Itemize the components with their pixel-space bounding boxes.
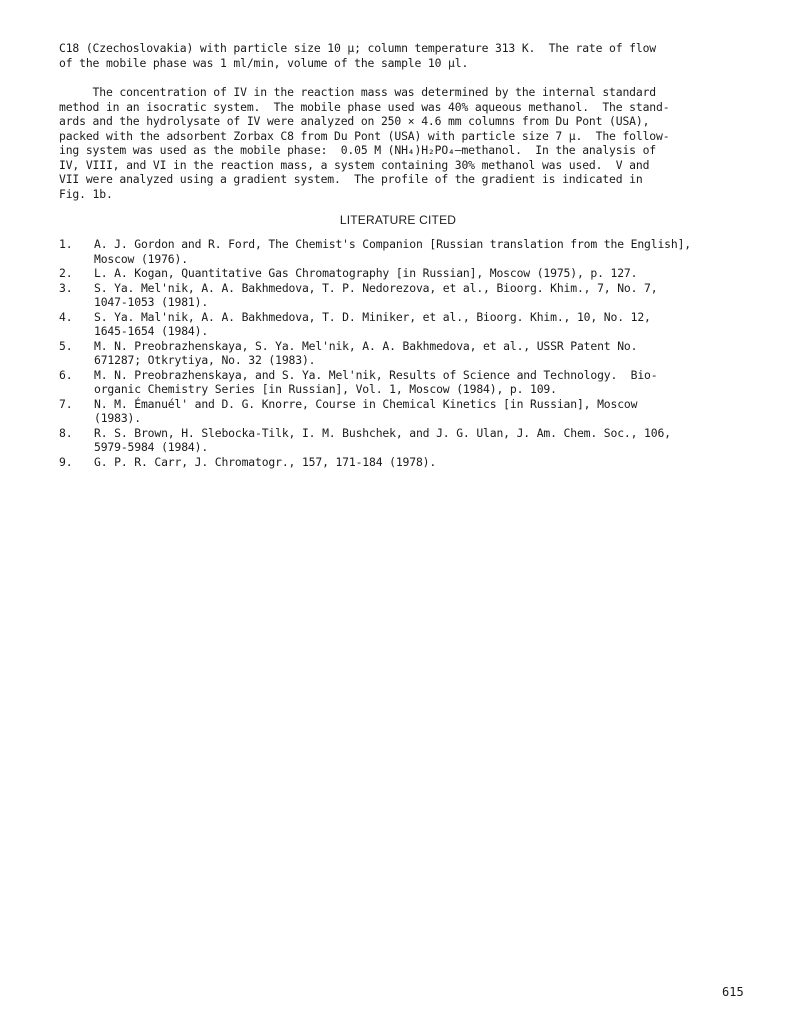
reference-text: M. N. Preobrazhenskaya, and S. Ya. Mel'nik, Results of Science and Technology. Bio- organic Chemistry Series [in Russian], Vol. 1, Moscow (1984), p. 109. (94, 367, 658, 396)
reference-item (59, 397, 759, 426)
literature-cited-heading: LITERATURE CITED (339, 213, 457, 227)
reference-number: 7. (59, 396, 73, 411)
reference-item (59, 339, 759, 368)
reference-item (59, 237, 759, 266)
reference-number: 5. (59, 338, 73, 353)
reference-number: 1. (59, 237, 73, 251)
reference-number: 2. (59, 266, 73, 280)
reference-number: 8. (59, 425, 73, 440)
reference-text: R. S. Brown, H. Slebocka-Tilk, I. M. Bushchek, and J. G. Ulan, J. Am. Chem. Soc., 106, 5979-5984 (1984). (94, 425, 671, 454)
reference-number: 4. (59, 309, 73, 324)
reference-text: S. Ya. Mel'nik, A. A. Bakhmedova, T. P. Nedorezova, et al., Bioorg. Khim., 7, No. 7, 1047-1053 (1981). (94, 280, 658, 309)
page-number: 615 (722, 985, 744, 999)
body-paragraph: The concentration of IV in the reaction mass was determined by the internal standard method in an isocratic system. The mobile phase used was 40% aqueous methanol. The stand- ards and the hydrolysate of IV were analyzed on 250 × 4.6 mm columns from Du Pont (USA), packed with the adsorbent Zorbax C8 from Du Pont (USA) with particle size 7 μ. The follow- ing system was used as the mobile phase: 0.05 M (NH₄)H₂PO₄–methanol. In the analysis of IV, VIII, and VI in the reaction mass, a system containing 30% methanol was used. V and VII were analyzed using a gradient system. The profile of the gradient is indicated in Fig. 1b. (59, 85, 670, 201)
reference-text: G. P. R. Carr, J. Chromatogr., 157, 171-184 (1978). (94, 454, 437, 469)
reference-item (59, 310, 759, 339)
reference-text: L. A. Kogan, Quantitative Gas Chromatography [in Russian], Moscow (1975), p. 127. (94, 266, 638, 280)
reference-text: S. Ya. Mal'nik, A. A. Bakhmedova, T. D. Miniker, et al., Bioorg. Khim., 10, No. 12, 1645-1654 (1984). (94, 309, 651, 338)
reference-item (59, 426, 759, 455)
reference-item (59, 281, 759, 310)
reference-item (59, 455, 759, 470)
reference-item (59, 266, 759, 281)
reference-number: 3. (59, 280, 73, 295)
reference-text: N. M. Émanuél' and D. G. Knorre, Course in Chemical Kinetics [in Russian], Moscow (1983). (94, 396, 638, 425)
reference-number: 6. (59, 367, 73, 382)
body-paragraph: C18 (Czechoslovakia) with particle size 10 μ; column temperature 313 K. The rate of flow of the mobile phase was 1 ml/min, volume of the sample 10 μl. (59, 41, 656, 70)
reference-item (59, 368, 759, 397)
reference-number: 9. (59, 454, 73, 469)
reference-text: M. N. Preobrazhenskaya, S. Ya. Mel'nik, A. A. Bakhmedova, et al., USSR Patent No. 671287; Otkrytiya, No. 32 (1983). (94, 338, 638, 367)
reference-text: A. J. Gordon and R. Ford, The Chemist's Companion [Russian translation from the English], Moscow (1976). (94, 237, 691, 266)
reference-list (59, 237, 759, 469)
